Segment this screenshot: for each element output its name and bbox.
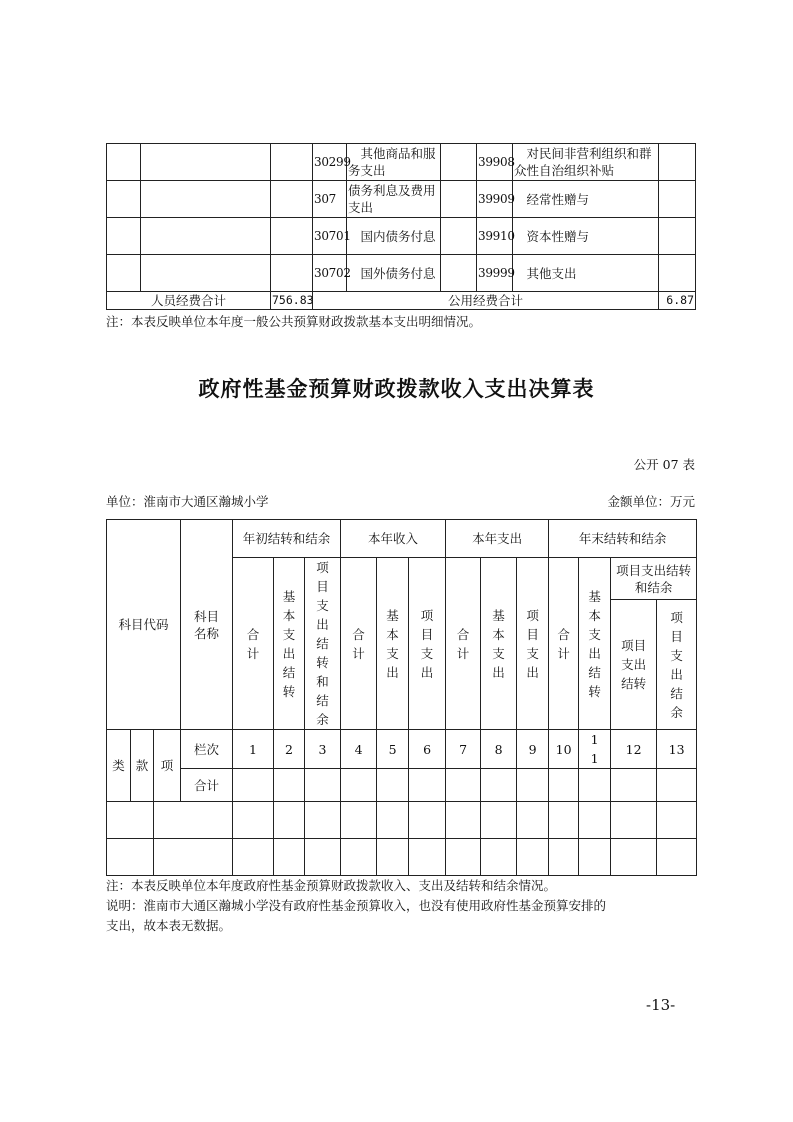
public-total-value: 6.87 (659, 292, 696, 310)
header-end-project-carry: 项目支出结转 (611, 600, 657, 730)
header-class: 类 (107, 730, 131, 802)
cell (611, 802, 657, 839)
name-a: 其他商品和服务支出 (347, 144, 441, 181)
cell (481, 769, 517, 802)
cell (611, 839, 657, 876)
col-num: 1 (233, 730, 274, 769)
header-expense-total: 合 计 (446, 558, 481, 730)
cell (141, 255, 271, 292)
totals-row (107, 292, 696, 310)
cell (271, 144, 313, 181)
header-end-total: 合 计 (549, 558, 579, 730)
name-a: 国内债务付息 (347, 218, 441, 255)
code-a: 307 (313, 181, 347, 218)
header-group-income: 本年收入 (341, 520, 446, 558)
cell (409, 769, 446, 802)
cell (233, 802, 274, 839)
header-subject-name: 科目名称 (181, 520, 233, 730)
cell (305, 839, 341, 876)
cell (441, 144, 477, 181)
header-end-basic-carry: 基 本 支 出 结 转 (579, 558, 611, 730)
header-income-total: 合 计 (341, 558, 377, 730)
cell (107, 144, 141, 181)
name-a: 债务利息及费用支出 (347, 181, 441, 218)
cell (579, 839, 611, 876)
cell (611, 769, 657, 802)
cell (659, 255, 696, 292)
header-subject-code: 科目代码 (107, 520, 181, 730)
cell (441, 181, 477, 218)
cell (657, 769, 697, 802)
top-table-note: 注：本表反映单位本年度一般公共预算财政拨款基本支出明细情况。 (106, 314, 482, 329)
cell (409, 802, 446, 839)
unit-label: 单位：淮南市大通区瀚城小学 (106, 494, 269, 509)
fund-note-1: 注：本表反映单位本年度政府性基金预算财政拨款收入、支出及结转和结余情况。 (106, 878, 557, 893)
cell (549, 802, 579, 839)
cell (657, 802, 697, 839)
name-b: 对民间非营利组织和群众性自治组织补贴 (513, 144, 659, 181)
table-row (107, 181, 696, 218)
sum-row-label: 合计 (181, 769, 233, 802)
cell (141, 181, 271, 218)
cell (549, 839, 579, 876)
fund-note-2: 说明：淮南市大通区瀚城小学没有政府性基金预算收入，也没有使用政府性基金预算安排的 (106, 898, 607, 913)
col-num: 4 (341, 730, 377, 769)
header-xiang: 项 (154, 730, 181, 802)
cell (517, 839, 549, 876)
header-income-basic: 基 本 支 出 (377, 558, 409, 730)
cell (271, 255, 313, 292)
col-num: 12 (611, 730, 657, 769)
cell (441, 255, 477, 292)
empty-row (107, 802, 697, 839)
table-row (107, 255, 696, 292)
col-num: 1 1 (579, 730, 611, 769)
sum-row (107, 769, 697, 802)
header-kuan: 款 (131, 730, 154, 802)
col-num: 10 (549, 730, 579, 769)
fund-note-3: 支出，故本表无数据。 (106, 918, 232, 933)
cell (549, 769, 579, 802)
cell (481, 839, 517, 876)
header-group-end: 年末结转和结余 (549, 520, 697, 558)
col-num: 2 (274, 730, 305, 769)
cell (107, 255, 141, 292)
cell (341, 769, 377, 802)
cell (107, 802, 154, 839)
cell (341, 802, 377, 839)
cell (274, 839, 305, 876)
header-group-expense: 本年支出 (446, 520, 549, 558)
table-row (107, 144, 696, 181)
header-end-project-group: 项目支出结转和结余 (611, 558, 697, 600)
header-end-project-balance: 项 目 支 出 结 余 (657, 600, 697, 730)
col-num: 13 (657, 730, 697, 769)
cell (517, 769, 549, 802)
cell (305, 769, 341, 802)
header-begin-total: 合 计 (233, 558, 274, 730)
cell (659, 144, 696, 181)
cell (141, 218, 271, 255)
cell (409, 839, 446, 876)
page-number: -13- (646, 996, 676, 1014)
cell (107, 218, 141, 255)
empty-row (107, 839, 697, 876)
code-b: 39909 (477, 181, 513, 218)
code-b: 39908 (477, 144, 513, 181)
cell (446, 802, 481, 839)
cell (657, 839, 697, 876)
table-code: 公开 07 表 (633, 457, 695, 472)
col-num: 9 (517, 730, 549, 769)
cell (579, 769, 611, 802)
cell (377, 802, 409, 839)
cell (441, 218, 477, 255)
cell (274, 802, 305, 839)
name-a: 国外债务付息 (347, 255, 441, 292)
cell (659, 181, 696, 218)
cell (233, 839, 274, 876)
cell (274, 769, 305, 802)
cell (154, 839, 233, 876)
cell (517, 802, 549, 839)
col-num: 7 (446, 730, 481, 769)
table-row (107, 218, 696, 255)
code-a: 30702 (313, 255, 347, 292)
col-num: 3 (305, 730, 341, 769)
header-expense-basic: 基 本 支 出 (481, 558, 517, 730)
cell (579, 802, 611, 839)
cell (305, 802, 341, 839)
code-a: 30701 (313, 218, 347, 255)
code-b: 39999 (477, 255, 513, 292)
fund-budget-table (106, 519, 697, 876)
cell (341, 839, 377, 876)
name-b: 资本性赠与 (513, 218, 659, 255)
amount-unit-label: 金额单位：万元 (607, 494, 695, 509)
cell (107, 181, 141, 218)
name-b: 其他支出 (513, 255, 659, 292)
col-num: 5 (377, 730, 409, 769)
cell (446, 769, 481, 802)
cell (271, 181, 313, 218)
cell (481, 802, 517, 839)
cell (107, 839, 154, 876)
col-num: 6 (409, 730, 446, 769)
personnel-total-value: 756.83 (271, 292, 313, 310)
page-title: 政府性基金预算财政拨款收入支出决算表 (198, 377, 595, 401)
cell (659, 218, 696, 255)
header-begin-project-carry-balance: 项 目 支 出 结 转 和 结 余 (305, 558, 341, 730)
cell (154, 802, 233, 839)
header-row-index: 栏次 (181, 730, 233, 769)
public-total-label: 公用经费合计 (313, 292, 659, 310)
header-begin-basic-carry: 基 本 支 出 结 转 (274, 558, 305, 730)
header-group-begin: 年初结转和结余 (233, 520, 341, 558)
header-income-project: 项 目 支 出 (409, 558, 446, 730)
cell (271, 218, 313, 255)
cell (141, 144, 271, 181)
header-expense-project: 项 目 支 出 (517, 558, 549, 730)
cell (233, 769, 274, 802)
name-b: 经常性赠与 (513, 181, 659, 218)
code-b: 39910 (477, 218, 513, 255)
basic-expense-detail-table (106, 143, 696, 310)
personnel-total-label: 人员经费合计 (107, 292, 271, 310)
code-a: 30299 (313, 144, 347, 181)
col-num: 8 (481, 730, 517, 769)
cell (377, 769, 409, 802)
cell (446, 839, 481, 876)
cell (377, 839, 409, 876)
